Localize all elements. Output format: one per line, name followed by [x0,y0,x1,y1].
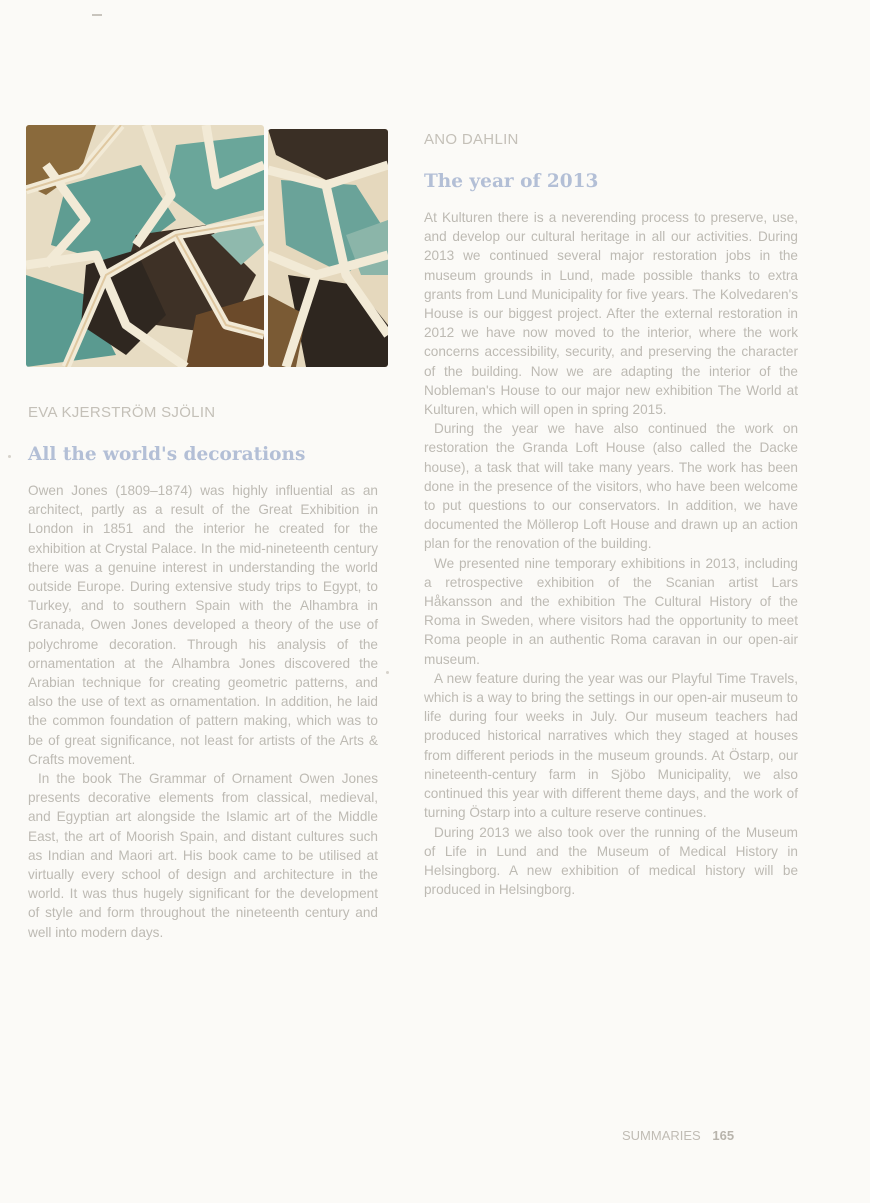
page-number: 165 [712,1128,735,1143]
article-title: All the world's decorations [28,444,306,465]
paragraph: During the year we have also continued the work on restoration the Granda Loft House (also called the Dacke house), a task that will take many years. The work has been done in the presence of the visitors, who have been welcome to put questions to our conservators. In addition, we have documented the Möllerop Loft House and drawn up an action plan for the renovation of the building. [424,421,798,552]
page-footer [622,1128,734,1143]
section-label: SUMMARIES [622,1128,701,1143]
article-title: The year of 2013 [424,171,599,192]
page-corner-mark [92,14,102,16]
paragraph: A new feature during the year was our Playful Time Travels, which is a way to bring the settings in our open-air museum to life during four weeks in July. Our museum teachers had produced historical narratives which they staged at houses from different periods in the museum grounds. At Östarp, our nineteenth-century farm in Sjöbo Municipality, we also continued this year with different theme days, and the work of turning Östarp into a culture reserve continues. [424,670,798,821]
paragraph: At Kulturen there is a neverending process to preserve, use, and develop our cultural heritage in all our activities. During 2013 we continued several major restoration jobs in the museum grounds in Lund, made possible thanks to extra grants from Lund Municipality for five years. The Kolvedaren's House is our biggest project. After the external restoration in 2012 we have now moved to the interior, where the work concerns accessibility, security, and preserving the character of the building. Now we are adapting the interior of the Nobleman's House to our major new exhibition The World at Kulturen, which will open in spring 2015. [424,210,798,418]
paragraph: Owen Jones (1809–1874) was highly influential as an architect, partly as a result of the Great Exhibition in London in 1851 and the interior he created for the exhibition at Crystal Palace. In the mid-nineteenth century there was a genuine interest in understanding the world outside Europe. During extensive study trips to Egypt, to Turkey, and to southern Spain with the Alhambra in Granada, Owen Jones developed a theory of the use of polychrome decoration. Through his analysis of the ornamentation at the Alhambra Jones discovered the Arabian technique for creating geometric patterns, and also the use of text as ornamentation. In addition, he laid the common foundation of pattern making, which was to be of great significance, not least for artists of the Arts & Crafts movement. [28,483,378,767]
margin-dot [8,455,11,458]
article-body [424,208,798,899]
paragraph: In the book The Grammar of Ornament Owen Jones presents decorative elements from classical, medieval, and Egyptian art alongside the Islamic art of the Middle East, the art of Moorish Spain, and distant cultures such as Indian and Maori art. His book came to be utilised at virtually every school of design and architecture in the world. It was thus hugely significant for the development of style and form throughout the nineteenth century and well into modern days. [28,771,378,940]
tile-photo [26,125,388,367]
left-article [28,404,378,942]
article-body [28,481,378,942]
author-name: ANO DAHLIN [424,131,519,148]
paragraph: During 2013 we also took over the running of the Museum of Life in Lund and the Museum of Medical History in Helsingborg. A new exhibition of medical history will be produced in Helsingborg. [424,824,798,898]
margin-dot [386,671,389,674]
author-name: EVA KJERSTRÖM SJÖLIN [28,404,216,421]
paragraph: We presented nine temporary exhibitions in 2013, including a retrospective exhibition of the Scanian artist Lars Håkansson and the exhibition The Cultural History of the Roma in Sweden, where visitors had the opportunity to meet Roma people in an authentic Roma caravan in our open-air museum. [424,555,798,667]
right-article [424,131,798,899]
